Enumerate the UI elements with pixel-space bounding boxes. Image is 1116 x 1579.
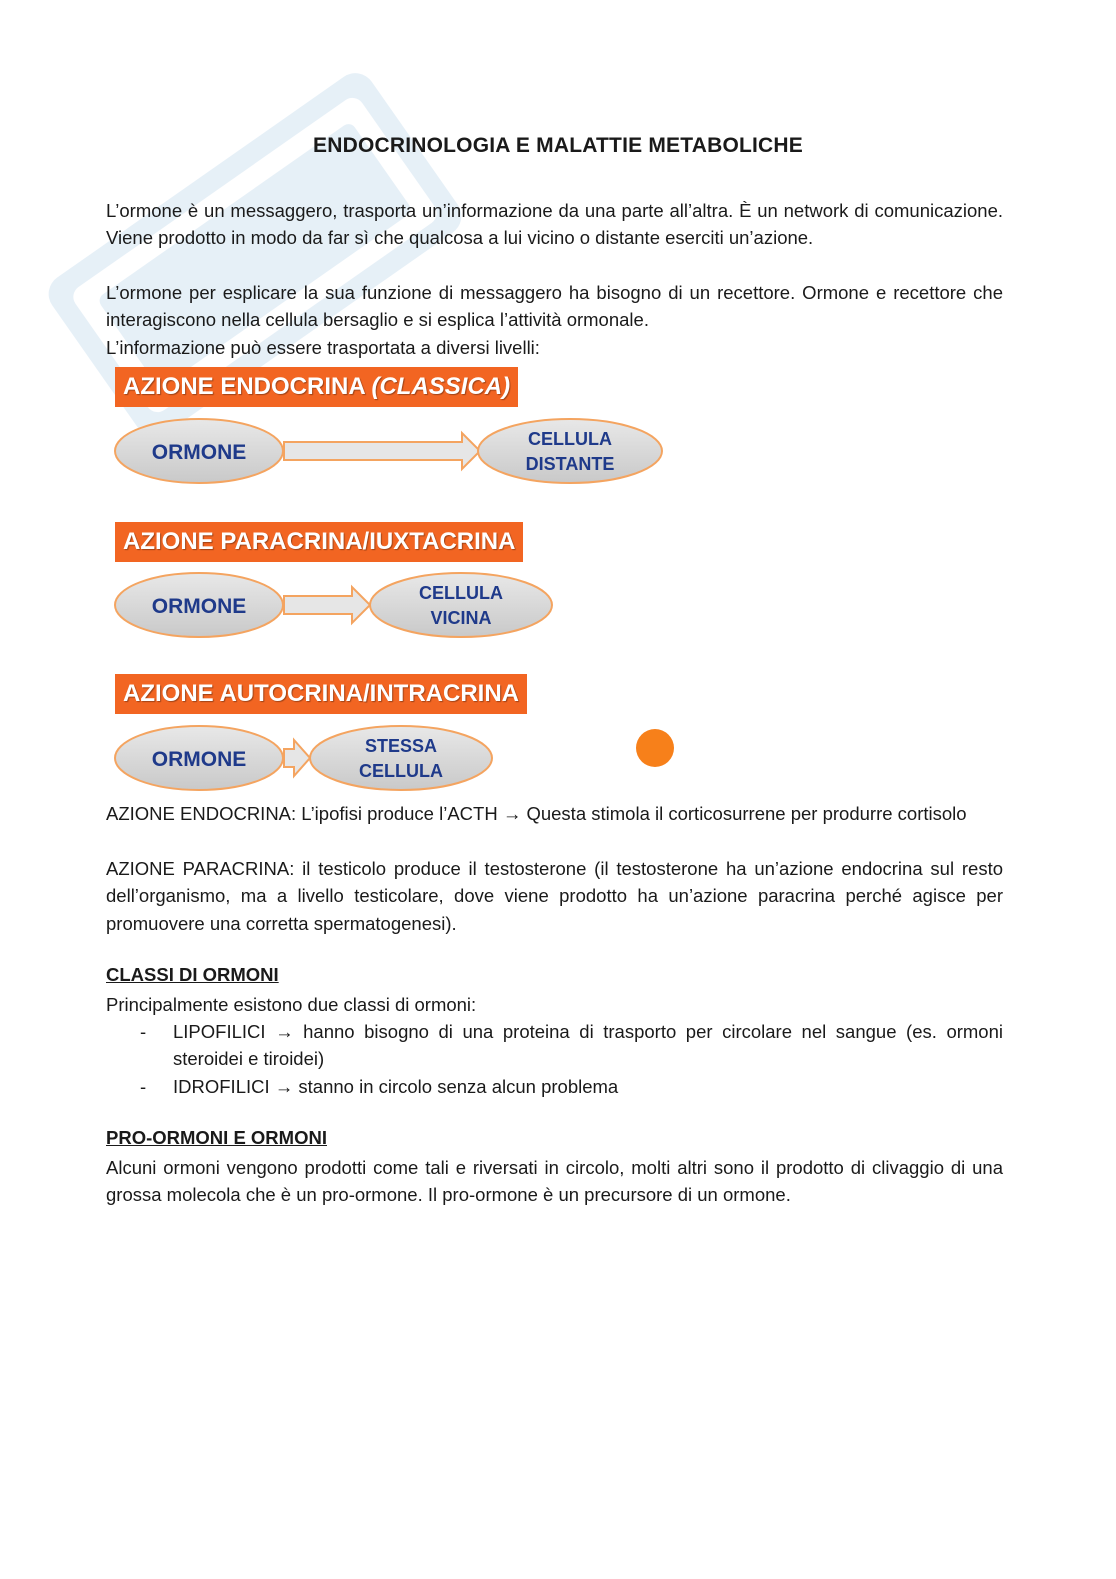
classes-heading: CLASSI DI ORMONI (106, 964, 279, 985)
classes-intro: Principalmente esistono due classi di ormoni: (106, 994, 477, 1015)
paracrine-target-line2: VICINA (430, 608, 492, 628)
intro-paragraph-2: L’ormone per esplicare la sua funzione di messaggero ha bisogno di un recettore. Ormone e recettore che interagiscono nella cellula bersaglio e si esplica l’attività ormonale. (106, 282, 1003, 331)
endocrine-target-line2: DISTANTE (525, 454, 615, 474)
paracrine-target-line1: CELLULA (419, 583, 503, 603)
diagram-autocrine (110, 720, 500, 796)
list-item-text: LIPOFILICI → hanno bisogno di una proteina di trasporto per circolare nel sangue (es. ormoni steroidei e tiroidei) (173, 1021, 1003, 1070)
list-bullet: - (140, 1021, 147, 1042)
autocrine-source-label: ORMONE (151, 748, 247, 771)
classes-list (106, 1018, 1003, 1100)
autocrine-arrow (284, 740, 310, 776)
example-paracrine: AZIONE PARACRINA: il testicolo produce il testosterone (il testosterone ha un’azione endocrina sul resto dell’organismo, ma a livello testicolare, dove viene prodotto ha un’azione paracrina perché agisce per promuovere una corretta spermatogenesi). (106, 858, 1003, 934)
diagram-paracrine (110, 567, 560, 643)
intro-paragraph-3: L’informazione può essere trasportata a diversi livelli: (106, 337, 540, 358)
list-item-text: IDROFILICI → stanno in circolo senza alcun problema (173, 1075, 619, 1097)
list-item (106, 1018, 1003, 1073)
paracrine-source-label: ORMONE (151, 595, 247, 618)
proormoni-heading: PRO-ORMONI E ORMONI (106, 1127, 327, 1148)
proormoni-paragraph: Alcuni ormoni vengono prodotti come tali e riversati in circolo, molti altri sono il prodotto di clivaggio di una grossa molecola che è un pro-ormone. Il pro-ormone è un precursore di un ormone. (106, 1157, 1003, 1206)
autocrine-target-line2: CELLULA (359, 761, 443, 781)
endocrine-arrow (284, 433, 480, 469)
diagram-endocrine (110, 413, 670, 489)
banner-paracrine: AZIONE PARACRINA/IUXTACRINA (115, 522, 523, 562)
list-item (106, 1073, 1003, 1100)
orange-dot-marker (636, 729, 674, 767)
example-endocrine: AZIONE ENDOCRINA: L’ipofisi produce l’ACTH → Questa stimola il corticosurrene per produrre cortisolo (106, 803, 967, 824)
banner-endocrine-italic: (CLASSICA) (371, 373, 511, 400)
banner-autocrine: AZIONE AUTOCRINA/INTRACRINA (115, 674, 527, 714)
banner-endocrine-text: AZIONE ENDOCRINA (123, 373, 372, 400)
document-title: ENDOCRINOLOGIA E MALATTIE METABOLICHE (313, 134, 803, 157)
list-bullet: - (140, 1075, 147, 1097)
autocrine-target-line1: STESSA (364, 736, 438, 756)
intro-paragraph-1: L’ormone è un messaggero, trasporta un’informazione da una parte all’altra. È un network di comunicazione. Viene prodotto in modo da far sì che qualcosa a lui vicino o distante eserciti un’azione. (106, 200, 1003, 249)
banner-endocrine (115, 367, 518, 407)
paracrine-arrow (284, 587, 370, 623)
endocrine-target-line1: CELLULA (528, 429, 612, 449)
endocrine-source-label: ORMONE (151, 441, 247, 464)
